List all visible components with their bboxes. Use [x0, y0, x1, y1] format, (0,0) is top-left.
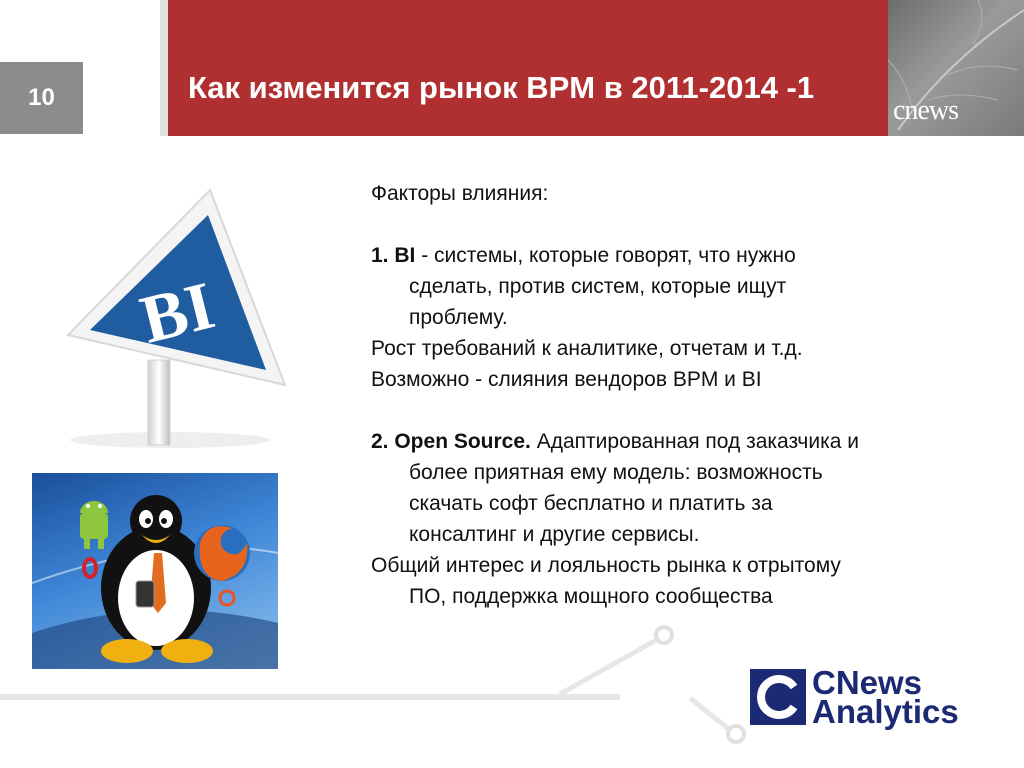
footer-rule — [0, 694, 620, 700]
bi-sign-label: BI — [133, 266, 222, 358]
logo-line-1: CNews — [812, 664, 923, 701]
header-band — [168, 0, 888, 136]
logo-line-2: Analytics — [812, 693, 959, 730]
opera-icon — [84, 559, 96, 577]
item2-heading: 2. Open Source. — [371, 430, 531, 453]
bi-road-sign-icon — [60, 185, 300, 450]
item1-detail: Возможно - слияния вендоров BPM и BI — [371, 368, 762, 391]
item2-continuation: консалтинг и другие сервисы. — [409, 523, 700, 546]
cnews-c-icon — [750, 669, 806, 725]
open-source-illustration — [32, 473, 278, 669]
ubuntu-icon — [220, 591, 234, 605]
item1-continuation: проблему. — [409, 306, 508, 329]
slide-body — [371, 178, 991, 612]
slide-title: Как изменится рынок BPM в 2011-2014 -1 — [188, 70, 815, 105]
item1-detail: Рост требований к аналитике, отчетам и т.д. — [371, 337, 803, 360]
item2-continuation: более приятная ему модель: возможность — [409, 461, 823, 484]
item2-continuation: ПО, поддержка мощного сообщества — [409, 585, 773, 608]
slide-number: 10 — [0, 62, 83, 134]
android-icon — [80, 501, 108, 549]
cnews-analytics-logo — [750, 664, 959, 730]
item1-heading: 1. BI — [371, 244, 416, 267]
circuit-decoration-icon — [540, 620, 760, 750]
intro-line: Факторы влияния: — [371, 182, 549, 205]
firefox-icon — [194, 525, 250, 581]
header-divider — [160, 0, 168, 136]
item2-text: Адаптированная под заказчика и — [530, 430, 859, 453]
item2-first-line — [371, 426, 991, 457]
header-cnews-logo: cnews — [893, 95, 958, 126]
item1-first-line — [371, 240, 991, 271]
item1-continuation: сделать, против систем, которые ищут — [409, 275, 787, 298]
item2-detail: Общий интерес и лояльность рынка к отрытому — [371, 554, 841, 577]
item2-continuation: скачать софт бесплатно и платить за — [409, 492, 773, 515]
item1-text: - системы, которые говорят, что нужно — [415, 244, 796, 267]
